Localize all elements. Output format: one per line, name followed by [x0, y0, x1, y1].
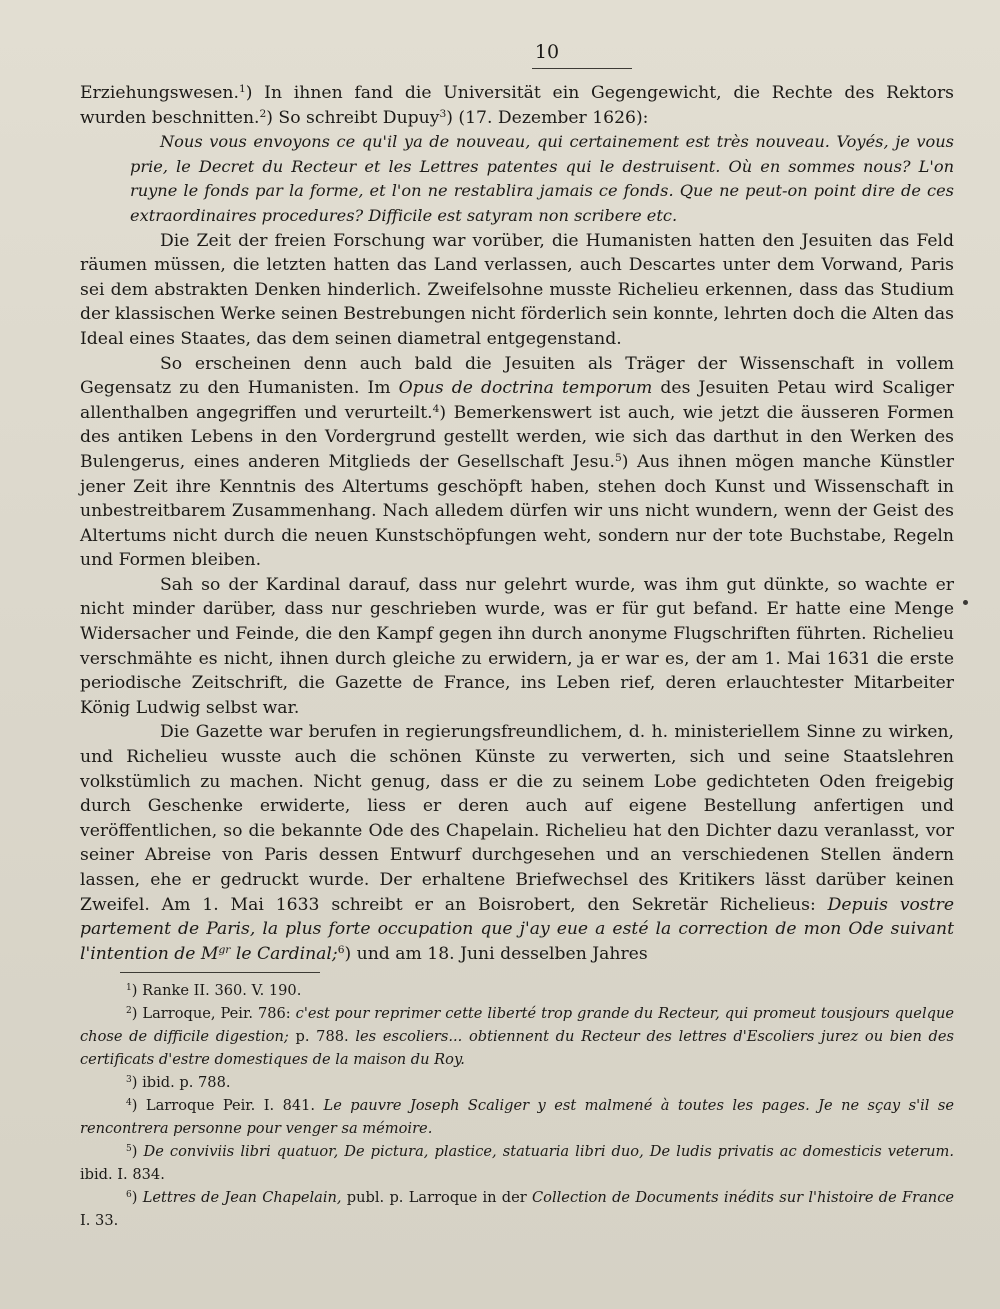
text-run: ) Aus ihnen mögen manche Künstler jener Zeit ihre Kenntnis des Altertums geschöpft haben, stehen doch Kunst und Wissenschaft in unbestreitbarem Zusammenhang. Nach alledem dürfen wir uns nicht wundern, wenn der Geist des Altertums nicht durch die neuen Kunstschöpfungen weht, sondern nur der tote Buchstabe, Regeln und Formen bleiben.: [80, 451, 954, 571]
footnote-ref: 3: [439, 106, 447, 120]
italic-text: Le pauvre Joseph Scaliger y est malmené à toutes les pages. Je ne sçay s'il se rencontrera personne pour venger sa mémoire.: [80, 1097, 954, 1138]
footnote-ref: 4: [126, 1098, 132, 1109]
footnote-ref: 4: [432, 401, 440, 415]
page-number-rule: [532, 68, 632, 69]
footnote-ref: 1: [126, 983, 132, 994]
text-run: Erziehungswesen.: [80, 83, 239, 103]
italic-text: De conviviis libri quatuor, De pictura, plastice, statuaria libri duo, De ludis privatis ac domesticis veterum.: [143, 1143, 954, 1161]
text-run: I. 33.: [80, 1212, 119, 1230]
text-run: ) In ihnen fand die Universität ein Gegengewicht, die Rechte des Rektors wurden beschnitten.: [80, 83, 954, 128]
text-run: ) ibid. p. 788.: [131, 1074, 231, 1092]
footnote-ref: 3: [126, 1075, 132, 1086]
paragraph-3: [80, 352, 954, 573]
text-run: Die Zeit der freien Forschung war vorüber, die Humanisten hatten den Jesuiten das Feld räumen müssen, die letzten hatten das Land verlassen, auch Descartes unter dem Vorwand, Paris sei dem abstrakten Denken hinderlich. Zweifelsohne musste Richelieu erkennen, dass das Studium der klassischen Werke seinen Bestrebungen nicht förderlich sein konnte, lehrten doch die Alten das Ideal eines Staates, das dem seinen diametral entgegenstand.: [80, 230, 954, 349]
italic-text: Collection de Documents inédits sur l'histoire de France: [532, 1189, 954, 1207]
quote-dupuy: [80, 130, 954, 228]
text-run: Die Gazette war berufen in regierungsfreundlichem, d. h. ministeriellem Sinne zu wirken, und Richelieu wusste auch die schönen Künste zu verwerten, sich und seine Staatslehren volkstümlich zu machen. Nicht genug, dass er die zu seinem Lobe gedichteten Oden freigebig durch Geschenke erwiderte, liess er deren auch auf eigene Bestellung anfertigen und veröffentlichen, so die bekannte Ode des Chapelain. Richelieu hat den Dichter dazu veranlasst, vor seiner Abreise von Paris dessen Entwurf durchgesehen und an verschiedenen Stellen ändern lassen, ehe er gedruckt wurde. Der erhaltene Briefwechsel des Kritikers lässt darüber keinen Zweifel. Am 1. Mai 1633 schreibt er an Boisrobert, den Sekretär Richelieus:: [80, 722, 954, 915]
footnote-1: [80, 979, 954, 1002]
footnote-ref: 5: [614, 451, 622, 465]
italic-text: Opus de doctrina temporum: [398, 378, 653, 399]
paragraph-5: [80, 720, 954, 966]
text-run: ) Larroque Peir. I. 841.: [131, 1097, 324, 1115]
footnote-ref: 2: [259, 106, 267, 120]
text-run: ibid. I. 834.: [80, 1166, 165, 1184]
text-run: ): [131, 1143, 144, 1161]
margin-mark: [963, 600, 968, 605]
text-run: p. 788.: [288, 1028, 356, 1046]
text-run: publ. p. Larroque in der: [341, 1189, 533, 1207]
footnote-2: [80, 1002, 954, 1071]
text-run: ) und am 18. Juni desselben Jahres: [344, 943, 648, 964]
footnote-6: [80, 1186, 954, 1232]
text-run: ) So schreibt Dupuy: [266, 107, 440, 128]
text-run: ): [131, 1189, 143, 1207]
paragraph-1: [80, 81, 954, 130]
footnotes: [80, 979, 954, 1232]
footnote-ref: 2: [126, 1006, 132, 1017]
paragraph-2: [80, 229, 954, 352]
text-run: des Jesuiten Petau wird Scaliger allenthalben angegriffen und verurteilt.: [80, 378, 954, 423]
paragraph-4: [80, 573, 954, 721]
italic-text: c'est pour reprimer cette liberté trop grande du Recteur, qui promeut tousjours quelque chose de difficile digestion;: [80, 1005, 954, 1046]
footnote-5: [80, 1140, 954, 1186]
footnote-ref: 5: [126, 1144, 132, 1155]
text-run: ) Bemerkenswert ist auch, wie jetzt die äusseren Formen des antiken Lebens in den Vordergrund gestellt werden, wie sich das darthut in den Werken des Bulengerus, eines anderen Mitglieds der Gesellschaft Jesu.: [80, 402, 954, 472]
italic-text: les escoliers... obtiennent du Recteur des lettres d'Escoliers jurez ou bien des certificats d'estre domestiques de la maison du Roy.: [80, 1028, 954, 1069]
italic-text: Lettres de Jean Chapelain,: [142, 1189, 342, 1207]
footnote-ref: 6: [126, 1190, 132, 1201]
text-run: So erscheinen denn auch bald die Jesuiten als Träger der Wissenschaft in vollem Gegensatz zu den Humanisten. Im: [80, 353, 954, 399]
footnote-ref: 6: [337, 942, 345, 956]
italic-text: le Cardinal;: [230, 943, 338, 964]
superscript-text: gr: [218, 942, 231, 956]
footnote-4: [80, 1094, 954, 1140]
footnote-3: [80, 1071, 954, 1094]
footnote-separator: [120, 972, 320, 973]
footnote-ref: 1: [238, 82, 246, 96]
italic-text: Depuis vostre partement de Paris, la plus forte occupation que j'ay eue a esté la correction de mon Ode suivant l'intention de M: [80, 894, 954, 964]
text-run: ) Ranke II. 360. V. 190.: [131, 982, 302, 1000]
text-run: Sah so der Kardinal darauf, dass nur gelehrt wurde, was ihm gut dünkte, so wachte er nicht minder darüber, dass nur geschrieben wurde, was er für gut befand. Er hatte eine Menge Widersacher und Feinde, die den Kampf gegen ihn durch anonyme Flugschriften führten. Richelieu verschmähte es nicht, ihnen durch gleiche zu erwidern, ja er war es, der am 1. Mai 1631 die erste periodische Zeitschrift, die Gazette de France, ins Leben rief, deren erlauchtester Mitarbeiter König Ludwig selbst war.: [80, 574, 954, 718]
text-run: Nous vous envoyons ce qu'il ya de nouveau, qui certainement est très nouveau. Voyés, je vous prie, le Decret du Recteur et les Lettres patentes qui le destruisent. Où en sommes nous? L'on ruyne le fonds par la forme, et l'on ne restablira jamais ce fonds. Que ne peut-on point dire de ces extraordinaires procedures? Difficile est satyram non scribere etc.: [130, 132, 954, 225]
body-text: [80, 81, 954, 966]
text-run: ) (17. Dezember 1626):: [446, 107, 649, 128]
page-number: 10: [534, 41, 560, 63]
text-run: ) Larroque, Peir. 786:: [131, 1005, 296, 1023]
